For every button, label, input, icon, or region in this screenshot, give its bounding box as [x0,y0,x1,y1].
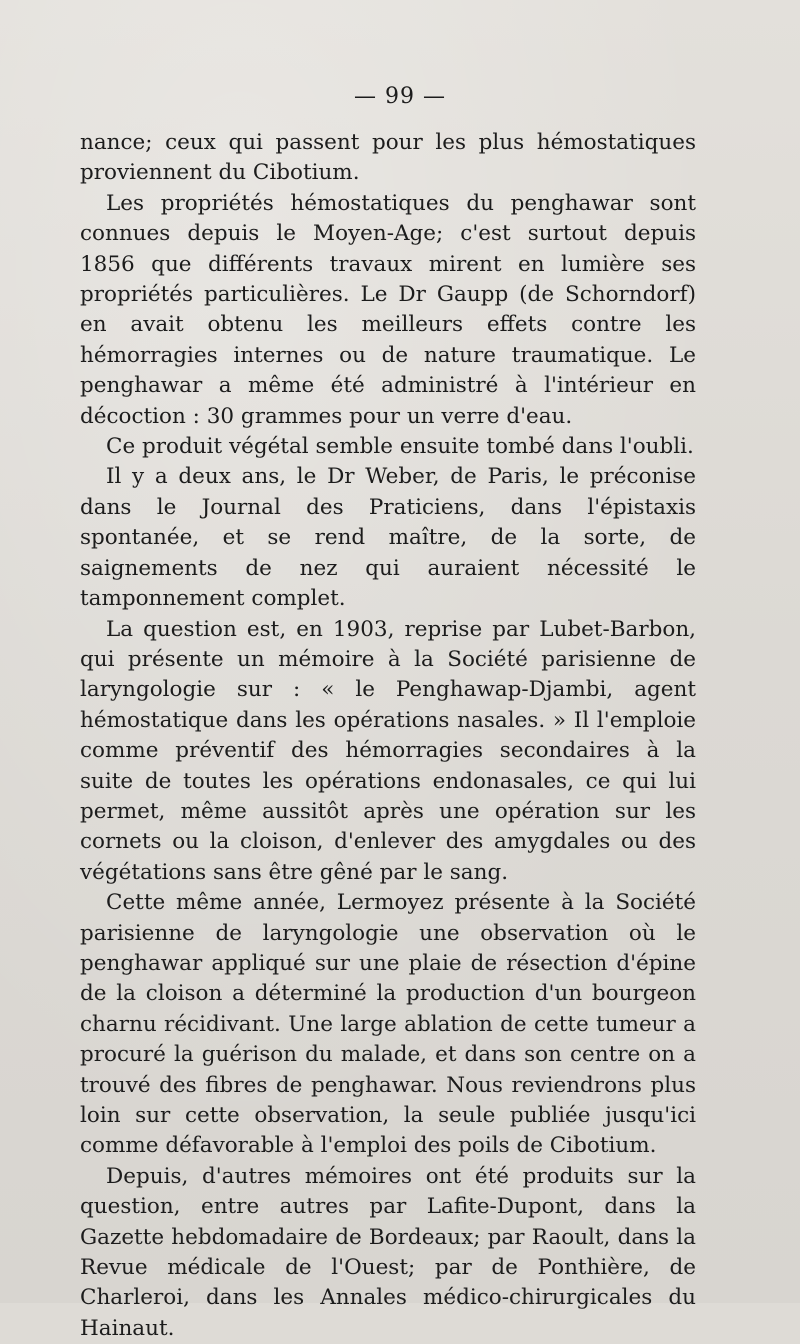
paragraph-2: Les propriétés hémostatiques du penghawar sont connues depuis le Moyen-Age; c'est surtout depuis 1856 que différents travaux mirent en lumière ses propriétés particulières. Le Dr Gaupp (de Schorndorf) en avait obtenu les meilleurs effets contre les hémorragies internes ou de nature traumatique. Le penghawar a même été administré à l'intérieur en décoction : 30 grammes pour un verre d'eau. [80,190,696,429]
body-text [80,128,696,1344]
paragraph-6: Cette même année, Lermoyez présente à la Société parisienne de laryngologie une observation où le penghawar appliqué sur une plaie de résection d'épine de la cloison a déterminé la production d'un bourgeon charnu récidivant. Une large ablation de cette tumeur a procuré la guérison du malade, et dans son centre on a trouvé des fibres de penghawar. Nous reviendrons plus loin sur cette observation, la seule publiée jusqu'ici comme défavorable à l'emploi des poils de Cibotium. [80,890,696,1159]
page-number: — 99 — [354,84,446,109]
paragraph-5: La question est, en 1903, reprise par Lubet-Barbon, qui présente un mémoire à la Société parisienne de laryngologie sur : « le Penghawap-Djambi, agent hémostatique dans les opérations nasales. » Il l'emploie comme préventif des hémorragies secondaires à la suite de toutes les opérations endonasales, ce qui lui permet, même aussitôt après une opération sur les cornets ou la cloison, d'enlever des amygdales ou des végétations sans être gêné par le sang. [80,616,696,885]
paragraph-7: Depuis, d'autres mémoires ont été produits sur la question, entre autres par Lafite-Dupont, dans la Gazette hebdomadaire de Bordeaux; par Raoult, dans la Revue médicale de l'Ouest; par de Ponthière, de Charleroi, dans les Annales médico-chirurgicales du Hainaut. [80,1163,696,1341]
paragraph-4: Il y a deux ans, le Dr Weber, de Paris, le préconise dans le Journal des Praticiens, dans l'épistaxis spontanée, et se rend maître, de la sorte, de saignements de nez qui auraient nécessité le tamponnement complet. [80,464,696,612]
paragraph-1: nance; ceux qui passent pour les plus hémostatiques proviennent du Cibotium. [80,130,696,186]
paragraph-3: Ce produit végétal semble ensuite tombé dans l'oubli. [106,434,694,460]
